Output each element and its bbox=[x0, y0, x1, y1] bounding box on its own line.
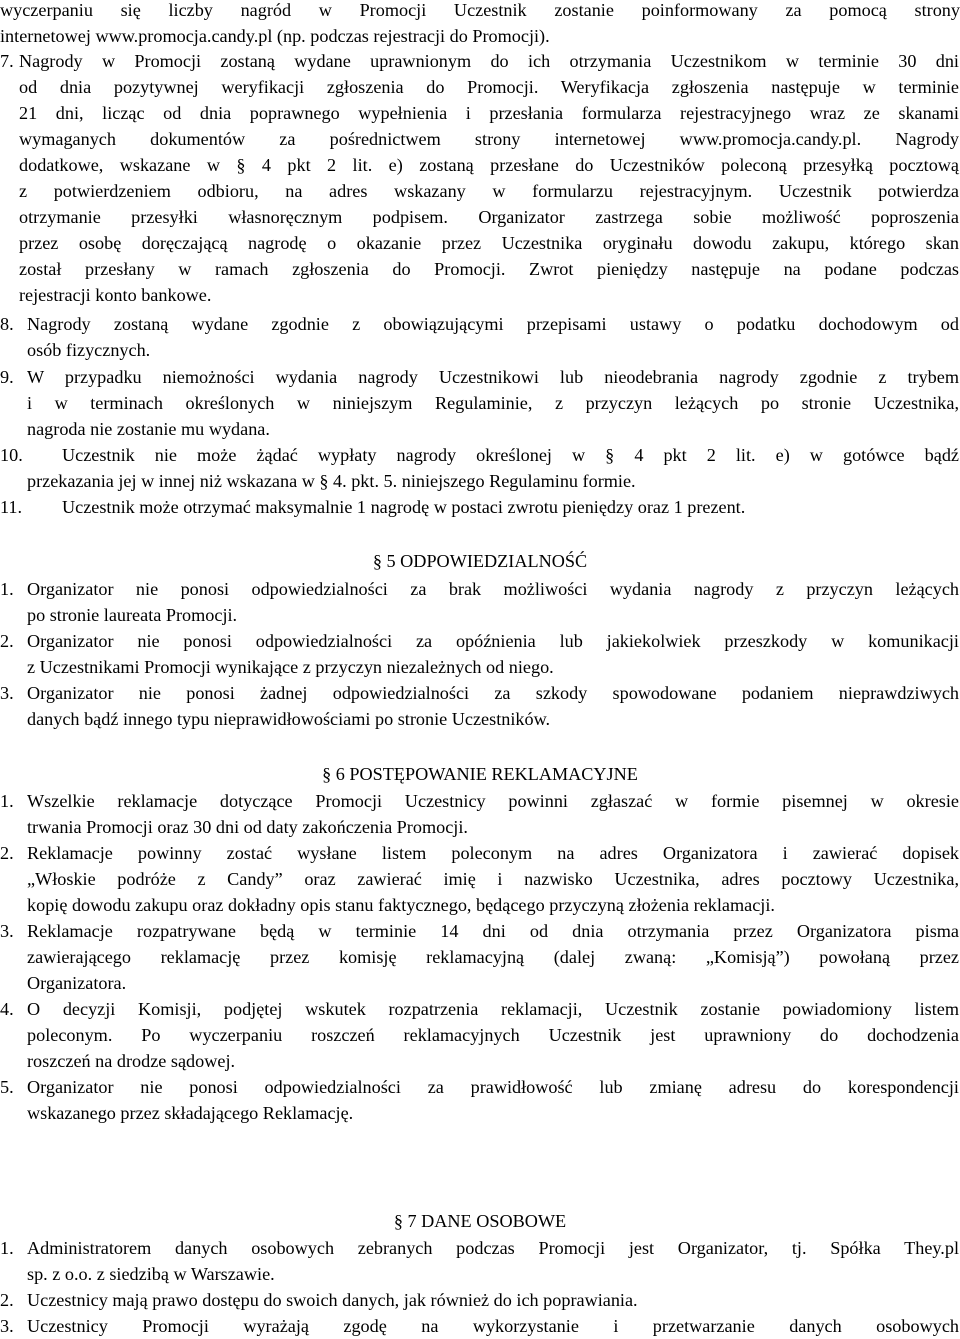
item-number: 8. bbox=[0, 314, 14, 334]
text-line: z Uczestnikami Promocji wynikające z przyczyn niezależnych od niego. bbox=[27, 657, 554, 677]
item-number: 4. bbox=[0, 999, 14, 1019]
text-line: dodatkowe, wskazane w § 4 pkt 2 lit. e) zostaną przesłane do Uczestników poleconą przesyłką pocztową bbox=[19, 155, 959, 175]
item-number: 1. bbox=[0, 1238, 14, 1258]
text-line: osób fizycznych. bbox=[27, 340, 151, 360]
text-line: Nagrody zostaną wydane zgodnie z obowiązującymi przepisami ustawy o podatku dochodowym od bbox=[27, 314, 959, 334]
intro-paragraph bbox=[0, 0, 960, 49]
item-number: 2. bbox=[0, 631, 14, 651]
text-line: zawierającego reklamację przez komisję reklamacyjną (dalej zwaną: „Komisją”) powołaną przez bbox=[27, 947, 959, 967]
text-line: otrzymanie przesyłki własnoręcznym podpisem. Organizator zastrzega sobie możliwość poproszenia bbox=[19, 207, 959, 227]
text-line: internetowej www.promocja.candy.pl (np. podczas rejestracji do Promocji). bbox=[0, 26, 550, 46]
item-number: 5. bbox=[0, 1077, 14, 1097]
item-number: 2. bbox=[0, 843, 14, 863]
text-line: od dnia pozytywnej weryfikacji zgłoszenia do Promocji. Weryfikacja zgłoszenia następuje w terminie bbox=[19, 77, 959, 97]
text-line: trwania Promocji oraz 30 dni od daty zakończenia Promocji. bbox=[27, 817, 468, 837]
text-line: Reklamacje rozpatrywane będą w terminie 14 dni od dnia otrzymania przez Organizatora pisma bbox=[27, 921, 959, 941]
text-line: kopię dowodu zakupu oraz dokładny opis stanu faktycznego, będącego przyczyną złożenia reklamacji. bbox=[27, 895, 775, 915]
text-line: Organizatora. bbox=[27, 973, 127, 993]
item-number: 3. bbox=[0, 1316, 14, 1336]
text-line: wyczerpaniu się liczby nagród w Promocji Uczestnik zostanie poinformowany za pomocą strony bbox=[0, 0, 960, 20]
item-number: 11. bbox=[0, 497, 23, 517]
text-line: Organizator nie ponosi żadnej odpowiedzialności za szkody spowodowane podaniem nieprawdziwych bbox=[27, 683, 959, 703]
text-line: „Włoskie podróże z Candy” oraz zawierać imię i nazwisko Uczestnika, adres pocztowy Uczestnika, bbox=[27, 869, 959, 889]
text-line: został przesłany w ramach zgłoszenia do Promocji. Zwrot pieniędzy następuje na podane podczas bbox=[19, 259, 959, 279]
item-number: 2. bbox=[0, 1290, 14, 1310]
text-line: roszczeń na drodze sądowej. bbox=[27, 1051, 236, 1071]
text-line: Organizator nie ponosi odpowiedzialności za prawidłowość lub zmianę adresu do korespondencji bbox=[27, 1077, 959, 1097]
text-line: Organizator nie ponosi odpowiedzialności za opóźnienia lub jakiekolwiek przeszkody w komunikacji bbox=[27, 631, 959, 651]
text-line: Uczestnicy mają prawo dostępu do swoich danych, jak również do ich poprawiania. bbox=[27, 1290, 638, 1310]
item-number: 1. bbox=[0, 579, 14, 599]
text-line: z potwierdzeniem odbioru, na adres wskazany w formularzu rejestracyjnym. Uczestnik potwierdza bbox=[19, 181, 959, 201]
text-line: rejestracji konto bankowe. bbox=[19, 285, 212, 305]
text-line: wymaganych dokumentów za pośrednictwem strony internetowej www.promocja.candy.pl. Nagrody bbox=[19, 129, 959, 149]
text-line: i w terminach określonych w niniejszym Regulaminie, z przyczyn leżących po stronie Uczestnika, bbox=[27, 393, 959, 413]
text-line: Administratorem danych osobowych zebranych podczas Promocji jest Organizator, tj. Spółka They.pl bbox=[27, 1238, 959, 1258]
text-line: wskazanego przez składającego Reklamację. bbox=[27, 1103, 354, 1123]
item-number: 10. bbox=[0, 445, 23, 465]
text-line: W przypadku niemożności wydania nagrody Uczestnikowi lub nieodebrania nagrody zgodnie z trybem bbox=[27, 367, 959, 387]
text-line: 21 dni, licząc od dnia poprawnego wypełnienia i przesłania formularza rejestracyjnego wraz ze skanami bbox=[19, 103, 959, 123]
item-number: 9. bbox=[0, 367, 14, 387]
text-line: Uczestnicy Promocji wyrażają zgodę na wykorzystanie i przetwarzanie danych osobowych bbox=[27, 1316, 959, 1336]
item-number: 7. bbox=[0, 51, 14, 71]
item-number: 3. bbox=[0, 683, 14, 703]
text-line: Reklamacje powinny zostać wysłane listem poleconym na adres Organizatora i zawierać dopisek bbox=[27, 843, 959, 863]
item-number: 3. bbox=[0, 921, 14, 941]
text-line: po stronie laureata Promocji. bbox=[27, 605, 238, 625]
text-line: przekazania jej w innej niż wskazana w § 4. pkt. 5. niniejszego Regulaminu formie. bbox=[27, 471, 636, 491]
text-line: Uczestnik może otrzymać maksymalnie 1 nagrodę w postaci zwrotu pieniędzy oraz 1 prezent. bbox=[62, 497, 746, 517]
section-heading-7: § 7 DANE OSOBOWE bbox=[393, 1211, 567, 1231]
text-line: sp. z o.o. z siedzibą w Warszawie. bbox=[27, 1264, 275, 1284]
section-heading-6: § 6 POSTĘPOWANIE REKLAMACYJNE bbox=[322, 764, 638, 784]
text-line: przez osobę doręczającą nagrodę o okazanie przez Uczestnika oryginału dowodu zakupu, którego skan bbox=[19, 233, 959, 253]
text-line: danych bądź innego typu nieprawidłowościami po stronie Uczestników. bbox=[27, 709, 551, 729]
text-line: nagroda nie zostanie mu wydana. bbox=[27, 419, 270, 439]
text-line: Wszelkie reklamacje dotyczące Promocji Uczestnicy powinni zgłaszać w formie pisemnej w okresie bbox=[27, 791, 959, 811]
section-heading-5: § 5 ODPOWIEDZIALNOŚĆ bbox=[372, 551, 588, 571]
text-line: O decyzji Komisji, podjętej wskutek rozpatrzenia reklamacji, Uczestnik zostanie powiadomiony listem bbox=[27, 999, 959, 1019]
text-line: Nagrody w Promocji zostaną wydane uprawnionym do ich otrzymania Uczestnikom w terminie 30 dni bbox=[19, 51, 959, 71]
text-line: poleconym. Po wyczerpaniu roszczeń reklamacyjnych Uczestnik jest uprawniony do dochodzenia bbox=[27, 1025, 959, 1045]
text-line: Uczestnik nie może żądać wypłaty nagrody określonej w § 4 pkt 2 lit. e) w gotówce bądź bbox=[62, 445, 959, 465]
text-line: Organizator nie ponosi odpowiedzialności za brak możliwości wydania nagrody z przyczyn leżących bbox=[27, 579, 959, 599]
item-number: 1. bbox=[0, 791, 14, 811]
